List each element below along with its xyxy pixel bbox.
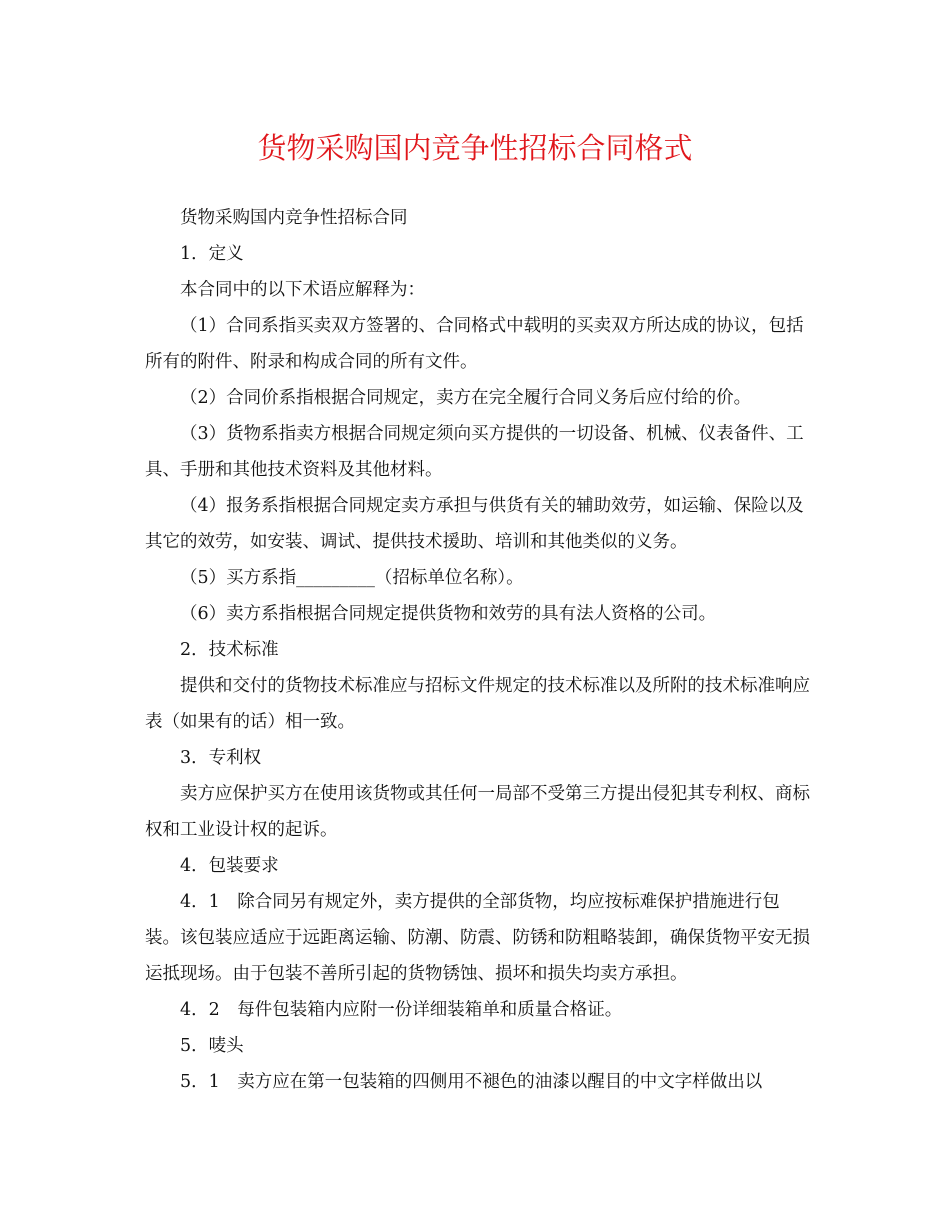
clause-4-1: 4．1 除合同另有规定外，卖方提供的全部货物，均应按标难保护措施进行包装。该包装应适应于远距离运输、防潮、防震、防锈和防粗略装卸，确保货物平安无损运抵现场。由于包装不善所引起的货物锈蚀、损坏和损失均卖方承担。 xyxy=(145,892,810,984)
paragraph-definitions-intro: 本合同中的以下术语应解释为： xyxy=(180,280,425,300)
paragraph-patent-rights: 卖方应保护买方在使用该货物或其任何一局部不受第三方提出侵犯其专利权、商标权和工业设计权的起诉。 xyxy=(145,784,810,840)
section-1-heading: 1．定义 xyxy=(180,244,244,264)
document-title: 货物采购国内竞争性招标合同格式 xyxy=(257,131,693,165)
definition-1: （1）合同系指买卖双方签署的、合同格式中载明的买卖双方所达成的协议，包括所有的附件、附录和构成合同的所有文件。 xyxy=(145,316,804,372)
definition-3: （3）货物系指卖方根据合同规定须向买方提供的一切设备、机械、仪表备件、工具、手册和其他技术资料及其他材料。 xyxy=(145,424,804,480)
section-4-heading: 4．包装要求 xyxy=(180,856,279,876)
document-body xyxy=(145,200,810,1100)
section-5-heading: 5．唛头 xyxy=(180,1036,244,1056)
definition-6: （6）卖方系指根据合同规定提供货物和效劳的具有法人资格的公司。 xyxy=(180,604,717,624)
definition-2: （2）合同价系指根据合同规定，卖方在完全履行合同义务后应付给的价。 xyxy=(180,388,752,408)
paragraph-contract-heading: 货物采购国内竞争性招标合同 xyxy=(180,208,408,228)
definition-4: （4）报务系指根据合同规定卖方承担与供货有关的辅助效劳，如运输、保险以及其它的效劳，如安装、调试、提供技术援助、培训和其他类似的义务。 xyxy=(145,496,804,552)
definition-5: （5）买方系指_________（招标单位名称）。 xyxy=(180,568,524,588)
clause-5-1: 5．1 卖方应在第一包装箱的四侧用不褪色的油漆以醒目的中文字样做出以 xyxy=(180,1072,763,1092)
section-2-heading: 2．技术标准 xyxy=(180,640,279,660)
paragraph-technical-standards: 提供和交付的货物技术标准应与招标文件规定的技术标准以及所附的技术标准响应表（如果有的话）相一致。 xyxy=(145,676,810,732)
clause-4-2: 4．2 每件包装箱内应附一份详细装箱单和质量合格证。 xyxy=(180,1000,623,1020)
section-3-heading: 3．专利权 xyxy=(180,748,262,768)
